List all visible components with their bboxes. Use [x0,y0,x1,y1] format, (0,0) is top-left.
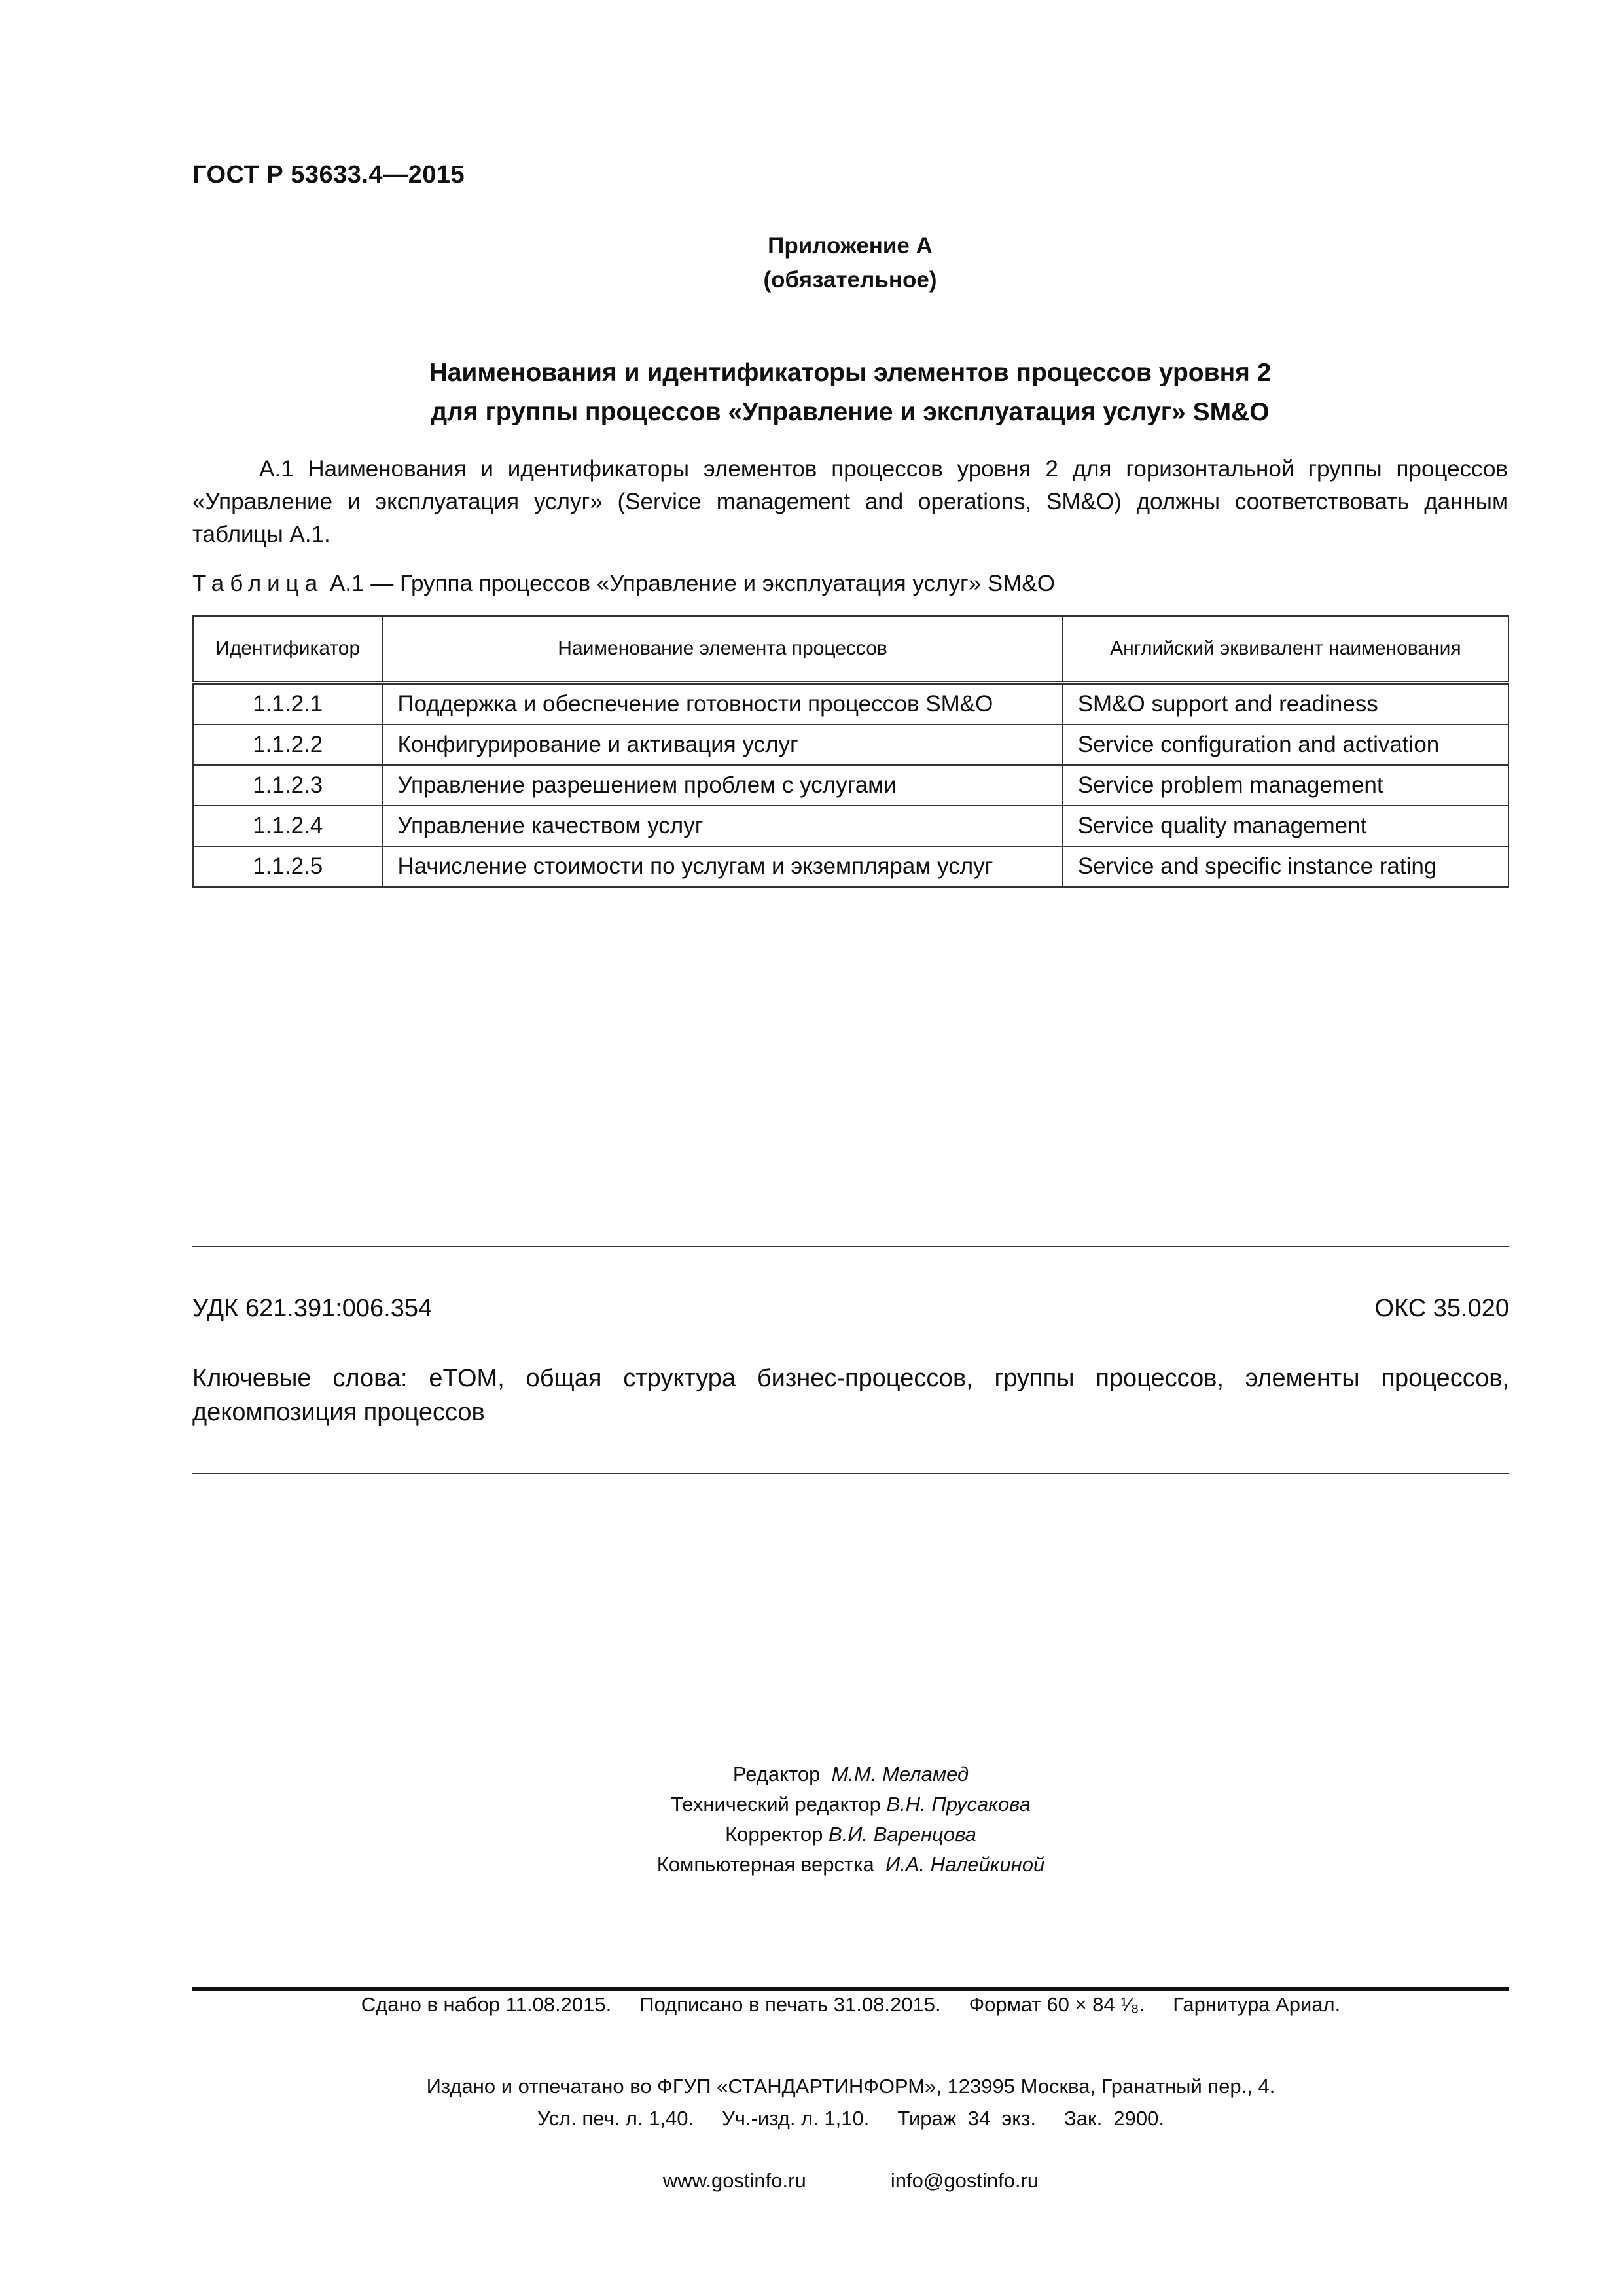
paragraph-line-2: «Управление и эксплуатация услуг» (Service management and operations, SM&O) должны соответствовать данным [192,489,1508,514]
cell-name: Начисление стоимости по услугам и экземплярам услуг [382,846,1062,887]
annex-status: (обязательное) [763,267,937,293]
table-row [193,683,1508,725]
body-paragraph [192,453,1508,551]
standard-id: ГОСТ Р 53633.4—2015 [192,161,465,188]
table-caption [192,571,1055,597]
udk-code: УДК 621.391:006.354 [192,1295,433,1322]
table-row [193,806,1508,846]
divider-thick [192,1987,1509,1991]
publisher-contacts: www.gostinfo.ru info@gostinfo.ru [662,2169,1039,2192]
cell-english: Service quality management [1063,806,1508,846]
cell-name: Конфигурирование и активация услуг [382,725,1062,765]
cell-identifier: 1.1.2.3 [193,765,382,806]
cell-english: Service configuration and activation [1063,725,1508,765]
layout-role: Компьютерная верстка [656,1853,874,1876]
cell-identifier: 1.1.2.1 [193,683,382,725]
table-header-row [193,616,1508,683]
cell-english: Service problem management [1063,765,1508,806]
cell-identifier: 1.1.2.4 [193,806,382,846]
header-name: Наименование элемента процессов [382,616,1062,683]
tech-role: Технический редактор [671,1793,881,1816]
title-line-2: для группы процессов «Управление и эксплуатация услуг» SM&O [431,398,1270,426]
annex-heading [192,229,1508,297]
cell-name: Поддержка и обеспечение готовности процессов SM&O [382,683,1062,725]
editor-role: Редактор [732,1763,821,1785]
layout-name: И.А. Налейкиной [885,1853,1045,1876]
table-row [193,765,1508,806]
table-row [193,846,1508,887]
paragraph-line-3: таблицы А.1. [192,522,330,547]
table-caption-text: А.1 — Группа процессов «Управление и эксплуатация услуг» SM&O [329,571,1055,596]
annex-title: Приложение А [768,233,933,259]
cell-name: Управление качеством услуг [382,806,1062,846]
publisher-address: Издано и отпечатано во ФГУП «СТАНДАРТИНФОРМ», 123995 Москва, Гранатный пер., 4. [426,2075,1275,2098]
cell-name: Управление разрешением проблем с услугами [382,765,1062,806]
table-caption-label: Таблица [192,571,324,596]
oks-code: ОКС 35.020 [1374,1295,1509,1322]
tech-name: В.Н. Прусакова [886,1793,1031,1816]
paragraph-line-1: А.1 Наименования и идентификаторы элементов процессов уровня 2 для горизонтальной группы процессов [259,456,1508,482]
keywords-line-2: декомпозиция процессов [192,1399,485,1426]
corrector-role: Корректор [725,1823,823,1846]
cell-identifier: 1.1.2.5 [193,846,382,887]
cell-identifier: 1.1.2.2 [193,725,382,765]
credit-layout [192,1850,1509,1880]
keywords-line-1: Ключевые слова: eTOM, общая структура бизнес-процессов, группы процессов, элементы процессов, [192,1365,1509,1392]
editor-name: М.М. Меламед [831,1763,969,1785]
print-info-line-2: Усл. печ. л. 1,40. Уч.-изд. л. 1,10. Тираж 34 экз. Зак. 2900. [537,2107,1164,2130]
credits [192,1759,1509,1880]
divider-bottom [192,1473,1509,1474]
credit-tech-editor [192,1789,1509,1820]
cell-english: Service and specific instance rating [1063,846,1508,887]
header-english: Английский эквивалент наименования [1063,616,1508,683]
table-row [193,725,1508,765]
cell-english: SM&O support and readiness [1063,683,1508,725]
title-line-1: Наименования и идентификаторы элементов процессов уровня 2 [429,359,1272,387]
header-identifier: Идентификатор [193,616,382,683]
publisher-info [192,2008,1509,2228]
corrector-name: В.И. Варенцова [829,1823,976,1846]
credit-corrector [192,1820,1509,1850]
document-title [192,353,1508,432]
credit-editor [192,1759,1509,1789]
keywords [192,1361,1509,1429]
divider-top [192,1246,1509,1247]
process-table [192,615,1509,888]
print-info-line-1: Сдано в набор 11.08.2015. Подписано в печать 31.08.2015. Формат 60 × 84 ¹⁄₈. Гарнитура Ариал. [361,1993,1341,2016]
